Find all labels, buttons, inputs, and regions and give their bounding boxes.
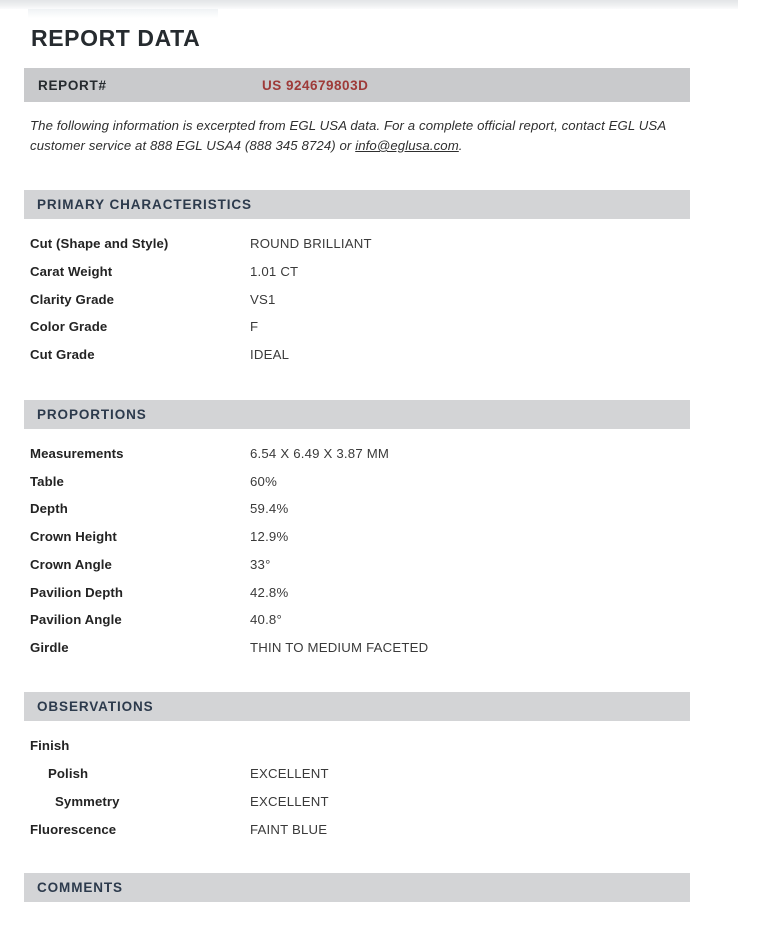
row-label-cut-shape-and-style: Cut (Shape and Style) (30, 236, 169, 251)
row-value-color-grade: F (250, 319, 259, 334)
row-label-polish: Polish (48, 766, 89, 781)
section-heading-comments: COMMENTS (37, 880, 123, 895)
support-email-link[interactable]: info@eglusa.com (355, 138, 459, 153)
row-value-crown-height: 12.9% (250, 529, 289, 544)
disclaimer-line-2-prefix: contact EGL USA customer service at 888 EGL USA4 (888 345 8724) or (30, 118, 666, 153)
row-label-crown-angle: Crown Angle (30, 557, 112, 572)
section-heading-primary-characteristics: PRIMARY CHARACTERISTICS (37, 197, 252, 212)
disclaimer-line-1: The following information is excerpted from EGL USA data. For a complete official report, (30, 118, 558, 133)
row-label-pavilion-angle: Pavilion Angle (30, 612, 122, 627)
page-title: REPORT DATA (31, 25, 201, 51)
row-label-carat-weight: Carat Weight (30, 264, 113, 279)
row-value-depth: 59.4% (250, 501, 289, 516)
row-value-cut-grade: IDEAL (250, 347, 290, 362)
row-label-clarity-grade: Clarity Grade (30, 292, 115, 307)
scan-edge-artifact-fade (28, 9, 218, 18)
row-value-polish: EXCELLENT (250, 766, 329, 781)
scan-edge-artifact (0, 0, 738, 9)
row-label-finish: Finish (30, 738, 70, 753)
row-label-color-grade: Color Grade (30, 319, 108, 334)
row-label-table: Table (30, 474, 64, 489)
row-label-crown-height: Crown Height (30, 529, 117, 544)
row-value-table: 60% (250, 474, 277, 489)
row-value-pavilion-angle: 40.8° (250, 612, 282, 627)
row-value-cut-shape-and-style: ROUND BRILLIANT (250, 236, 372, 251)
section-bar-comments (24, 873, 690, 902)
report-number-value: US 924679803D (262, 78, 369, 93)
row-value-measurements: 6.54 X 6.49 X 3.87 MM (250, 446, 390, 461)
row-value-carat-weight: 1.01 CT (250, 264, 299, 279)
disclaimer-line-2-suffix: . (458, 138, 463, 153)
row-label-cut-grade: Cut Grade (30, 347, 95, 362)
row-value-pavilion-depth: 42.8% (250, 585, 289, 600)
row-label-girdle: Girdle (30, 640, 69, 655)
row-label-depth: Depth (30, 501, 68, 516)
row-value-crown-angle: 33° (250, 557, 271, 572)
row-value-girdle: THIN TO MEDIUM FACETED (250, 640, 429, 655)
row-value-symmetry: EXCELLENT (250, 794, 329, 809)
row-value-fluorescence: FAINT BLUE (250, 822, 328, 837)
row-label-fluorescence: Fluorescence (30, 822, 117, 837)
row-label-pavilion-depth: Pavilion Depth (30, 585, 123, 600)
section-heading-proportions: PROPORTIONS (37, 407, 147, 422)
disclaimer-text (30, 116, 670, 156)
row-label-symmetry: Symmetry (55, 794, 120, 809)
section-heading-observations: OBSERVATIONS (37, 699, 154, 714)
report-number-label: REPORT# (38, 78, 107, 93)
row-label-measurements: Measurements (30, 446, 124, 461)
row-value-clarity-grade: VS1 (250, 292, 276, 307)
